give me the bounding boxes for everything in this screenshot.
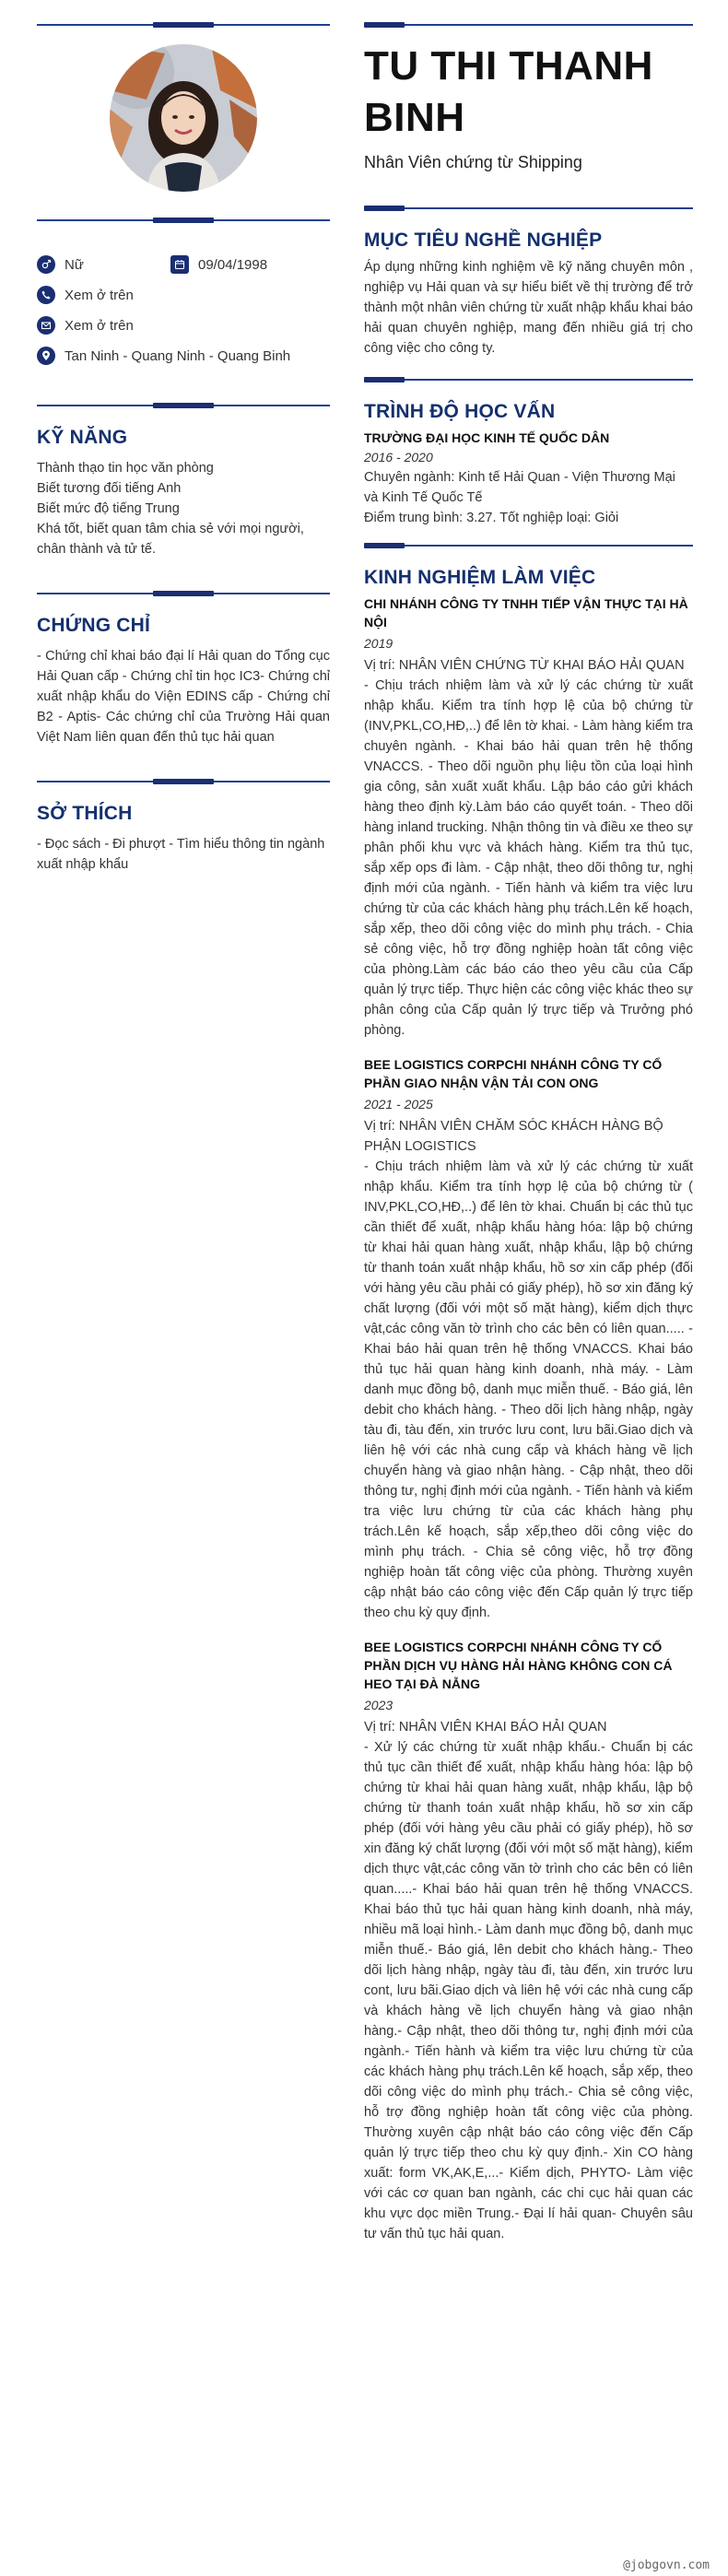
experience-section (364, 567, 693, 2244)
job-position: Vị trí: NHÂN VIÊN KHAI BÁO HẢI QUAN (364, 1720, 607, 1735)
certificates-text: - Chứng chỉ khai báo đại lí Hải quan do Tổng cục Hải Quan cấp - Chứng chỉ tin học IC3- Chứng chỉ xuất nhập khẩu do Viện EDINS cấp - Chứng chỉ B2 - Aptis- Các chứng chỉ của Trường Hải quan Việt Nam liên quan đến thủ tục hải quan (37, 649, 330, 745)
job-entry (364, 1638, 693, 2244)
personal-info (37, 253, 330, 368)
divider (37, 219, 330, 221)
objective-title: MỤC TIÊU NGHỀ NGHIỆP (364, 229, 603, 251)
hobbies-title: SỞ THÍCH (37, 803, 133, 824)
objective-section (364, 229, 693, 359)
calendar-icon (170, 255, 189, 274)
watermark-text: @jobgovn.com (623, 2558, 710, 2572)
job-position: Vị trí: NHÂN VIÊN CHĂM SÓC KHÁCH HÀNG BỘ PHẬN LOGISTICS (364, 1119, 663, 1154)
job-period: 2021 - 2025 (364, 1097, 433, 1112)
job-company: BEE LOGISTICS CORPCHI NHÁNH CÔNG TY CỔ PHẦN GIAO NHẬN VẬN TẢI CON ONG (364, 1057, 663, 1090)
job-company: CHI NHÁNH CÔNG TY TNHH TIẾP VẬN THỰC TẠI HÀ NỘI (364, 596, 688, 629)
job-period: 2019 (364, 636, 393, 651)
job-period: 2023 (364, 1698, 393, 1712)
divider (37, 593, 330, 594)
candidate-role: Nhân Viên chứng từ Shipping (364, 153, 582, 171)
education-title: TRÌNH ĐỘ HỌC VẤN (364, 401, 556, 422)
left-column (37, 0, 330, 875)
certificates-section (37, 615, 330, 747)
phone-icon (37, 286, 55, 304)
birthdate-value: 09/04/1998 (198, 256, 268, 273)
divider (364, 24, 693, 26)
objective-text: Áp dụng những kinh nghiệm về kỹ năng chuyên môn , nghiệp vụ Hải quan và sự hiểu biết về thị trường để trở thành một nhân viên chứng từ xuất nhập khẩu khai báo hải quan chuyên nghiệp, mang đến nhiều giá trị cho công việc cho công ty. (364, 260, 693, 356)
education-section (364, 401, 693, 528)
divider (364, 207, 693, 209)
hobbies-section (37, 803, 330, 875)
avatar (110, 44, 257, 192)
experience-title: KINH NGHIỆM LÀM VIỆC (364, 567, 596, 588)
skills-title: KỸ NĂNG (37, 427, 128, 448)
skill-item: Khá tốt, biết quan tâm chia sẻ với mọi người, chân thành và tử tế. (37, 522, 304, 557)
education-score: Điểm trung bình: 3.27. Tốt nghiệp loại: Giỏi (364, 511, 619, 525)
skill-item: Biết mức độ tiếng Trung (37, 501, 180, 516)
divider (364, 545, 693, 547)
school-name: TRƯỜNG ĐẠI HỌC KINH TẾ QUỐC DÂN (364, 430, 610, 445)
job-company: BEE LOGISTICS CORPCHI NHÁNH CÔNG TY CỔ PHẦN DỊCH VỤ HÀNG HẢI HÀNG KHÔNG CON CÁ HEO TẠI ĐÀ NẴNG (364, 1640, 673, 1691)
job-entry (364, 1055, 693, 1623)
certificates-title: CHỨNG CHỈ (37, 615, 151, 636)
location-icon (37, 347, 55, 365)
divider (364, 379, 693, 381)
job-description: - Chịu trách nhiệm làm và xử lý các chứng từ xuất nhập khẩu. Kiểm tra tính hợp lệ của bộ chứng từ (INV,PKL,CO,HĐ,..) để lên tờ khai. - Làm hàng kiểm tra chuyên ngành. - Khai báo hải quan trên hệ thống VNACCS. - Theo dõi nguồn phụ liệu tồn của loại hình gia công, sản xuất xuất khẩu. Lập báo cáo gửi khách hàng theo định kỳ.Làm báo cáo quyết toán. - Theo dõi hàng inland trucking. Nhận thông tin và điều xe theo sự phân phối khu vực và khách hàng. Kiểm tra thủ tục, sắp xếp ops đi làm. - Cập nhật, theo dõi thông tư, nghị định mới của ngành. - Tiến hành và kiểm tra việc lưu chứng từ của các khách hàng phụ trách.Lên kế hoạch, sắp xếp, theo dõi công việc do mình phụ trách. - Chia sẻ công việc, hỗ trợ đồng nghiệp hoàn tất công việc của phòng.Làm các báo cáo theo yêu cầu của Cấp quản lý trực tiếp. Thực hiện các công việc khác theo sự phân công của Cấp quản lý trực tiếp và Trưởng phó phòng. (364, 678, 693, 1038)
hobbies-text: - Đọc sách - Đi phượt - Tìm hiểu thông tin ngành xuất nhập khẩu (37, 837, 325, 872)
divider (37, 781, 330, 782)
skill-item: Biết tương đối tiếng Anh (37, 481, 182, 496)
gender-icon (37, 255, 55, 274)
candidate-name: TU THI THANH BINH (364, 43, 653, 140)
education-major: Chuyên ngành: Kinh tế Hải Quan - Viện Thương Mại và Kinh Tế Quốc Tế (364, 470, 675, 505)
email-value: Xem ở trên (65, 317, 134, 334)
right-column (364, 0, 693, 2244)
skill-item: Thành thạo tin học văn phòng (37, 461, 214, 476)
skills-section (37, 427, 330, 559)
job-description: - Xử lý các chứng từ xuất nhập khẩu.- Chuẩn bị các thủ tục cần thiết để xuất, nhập khẩu hàng hóa: lập bộ chứng từ khai hải quan hàng xuất, nhập khẩu, lập bộ chứng từ thanh toán xuất nhập khẩu, hồ sơ xin cấp phép (đối với hàng yêu cầu phải có giấy phép), hồ sơ xin đăng ký chất lượng (đối với một số mặt hàng), kiểm dịch thực vật,các công văn tờ trình cho các bên có liên quan.....- Khai báo hải quan trên hệ thống VNACCS. Khai báo thủ tục hải quan hàng kinh doanh, nhà máy, nhiều mã loại hình.- Làm danh mục đồng bộ, danh mục miễn thuế.- Báo giá, lên debit cho khách hàng.- Theo dõi lịch hàng nhập, ngày tàu đi, tàu đến, xin trước lưu cont, lưu bãi.Giao dịch và liên hệ với các nhà cung cấp và khách hàng về lịch chuyển hàng và giao nhận hàng.- Cập nhật, theo dõi thông tư, nghị định mới của ngành.- Tiến hành và kiểm tra việc lưu chứng từ của các khách hàng phụ trách.Lên kế hoạch, sắp xếp, theo dõi công việc do mình phụ trách.- Chia sẻ công việc, hỗ trợ đồng nghiệp hoàn tất công việc của phòng. Thường xuyên cập nhật báo cáo công việc đến Cấp quản lý trực tiếp theo chu kỳ quy định.- Xin CO hàng xuất: form VK,AK,E,...- Kiểm dịch, PHYTO- Làm việc với các cơ quan ban ngành, các chi cục hải quan các khu vực dọc miền Trung.- Đại lí hải quan- Chuyên sâu tư vấn thủ tục hải quan. (364, 1740, 693, 2241)
education-period: 2016 - 2020 (364, 450, 433, 465)
email-icon (37, 316, 55, 335)
divider (37, 405, 330, 406)
job-position: Vị trí: NHÂN VIÊN CHỨNG TỪ KHAI BÁO HẢI QUAN (364, 658, 685, 673)
address-value: Tan Ninh - Quang Ninh - Quang Binh (65, 347, 291, 364)
job-description: - Chịu trách nhiệm làm và xử lý các chứng từ xuất nhập khẩu. Kiểm tra tính hợp lệ của bộ chứng từ ( INV,PKL,CO,HĐ,..) để lên tờ khai. Chuẩn bị các thủ tục cần thiết để xuất, nhập khẩu hàng hóa: lập bộ chứng từ khai hải quan hàng xuất, nhập khẩu, lập bộ chứng từ thanh toán xuất nhập khẩu, hồ sơ xin cấp phép (đối với hàng yêu cầu phải có giấy phép), hồ sơ xin đăng ký chất lượng (đối với một số mặt hàng), kiểm dịch thực vật,các công văn tờ trình cho các bên có liên quan..... - Khai báo hải quan trên hệ thống VNACCS. Khai báo thủ tục hải quan hàng kinh doanh, nhà máy. - Làm danh mục đồng bộ, danh mục miễn thuế. - Báo giá, lên debit cho khách hàng. - Theo dõi lịch hàng nhập, ngày tàu đi, tàu đến, xin trước lưu cont, lưu bãi.Giao dịch và liên hệ với các nhà cung cấp và khách hàng về lịch chuyển hàng và giao nhận hàng. - Cập nhật, theo dõi thông tư, nghị định mới của ngành. - Tiến hành và kiểm tra việc lưu chứng từ của các khách hàng phụ trách.Lên kế hoạch, sắp xếp,theo dõi công việc do mình phụ trách. - Chia sẻ công việc, hỗ trợ đồng nghiệp hoàn tất công việc của phòng. Thường xuyên cập nhật báo cáo công việc đến Cấp quản lý trực tiếp theo chu kỳ quy định. (364, 1159, 693, 1620)
job-entry (364, 594, 693, 1041)
divider (37, 24, 330, 26)
gender-value: Nữ (65, 256, 84, 273)
phone-value: Xem ở trên (65, 287, 134, 303)
